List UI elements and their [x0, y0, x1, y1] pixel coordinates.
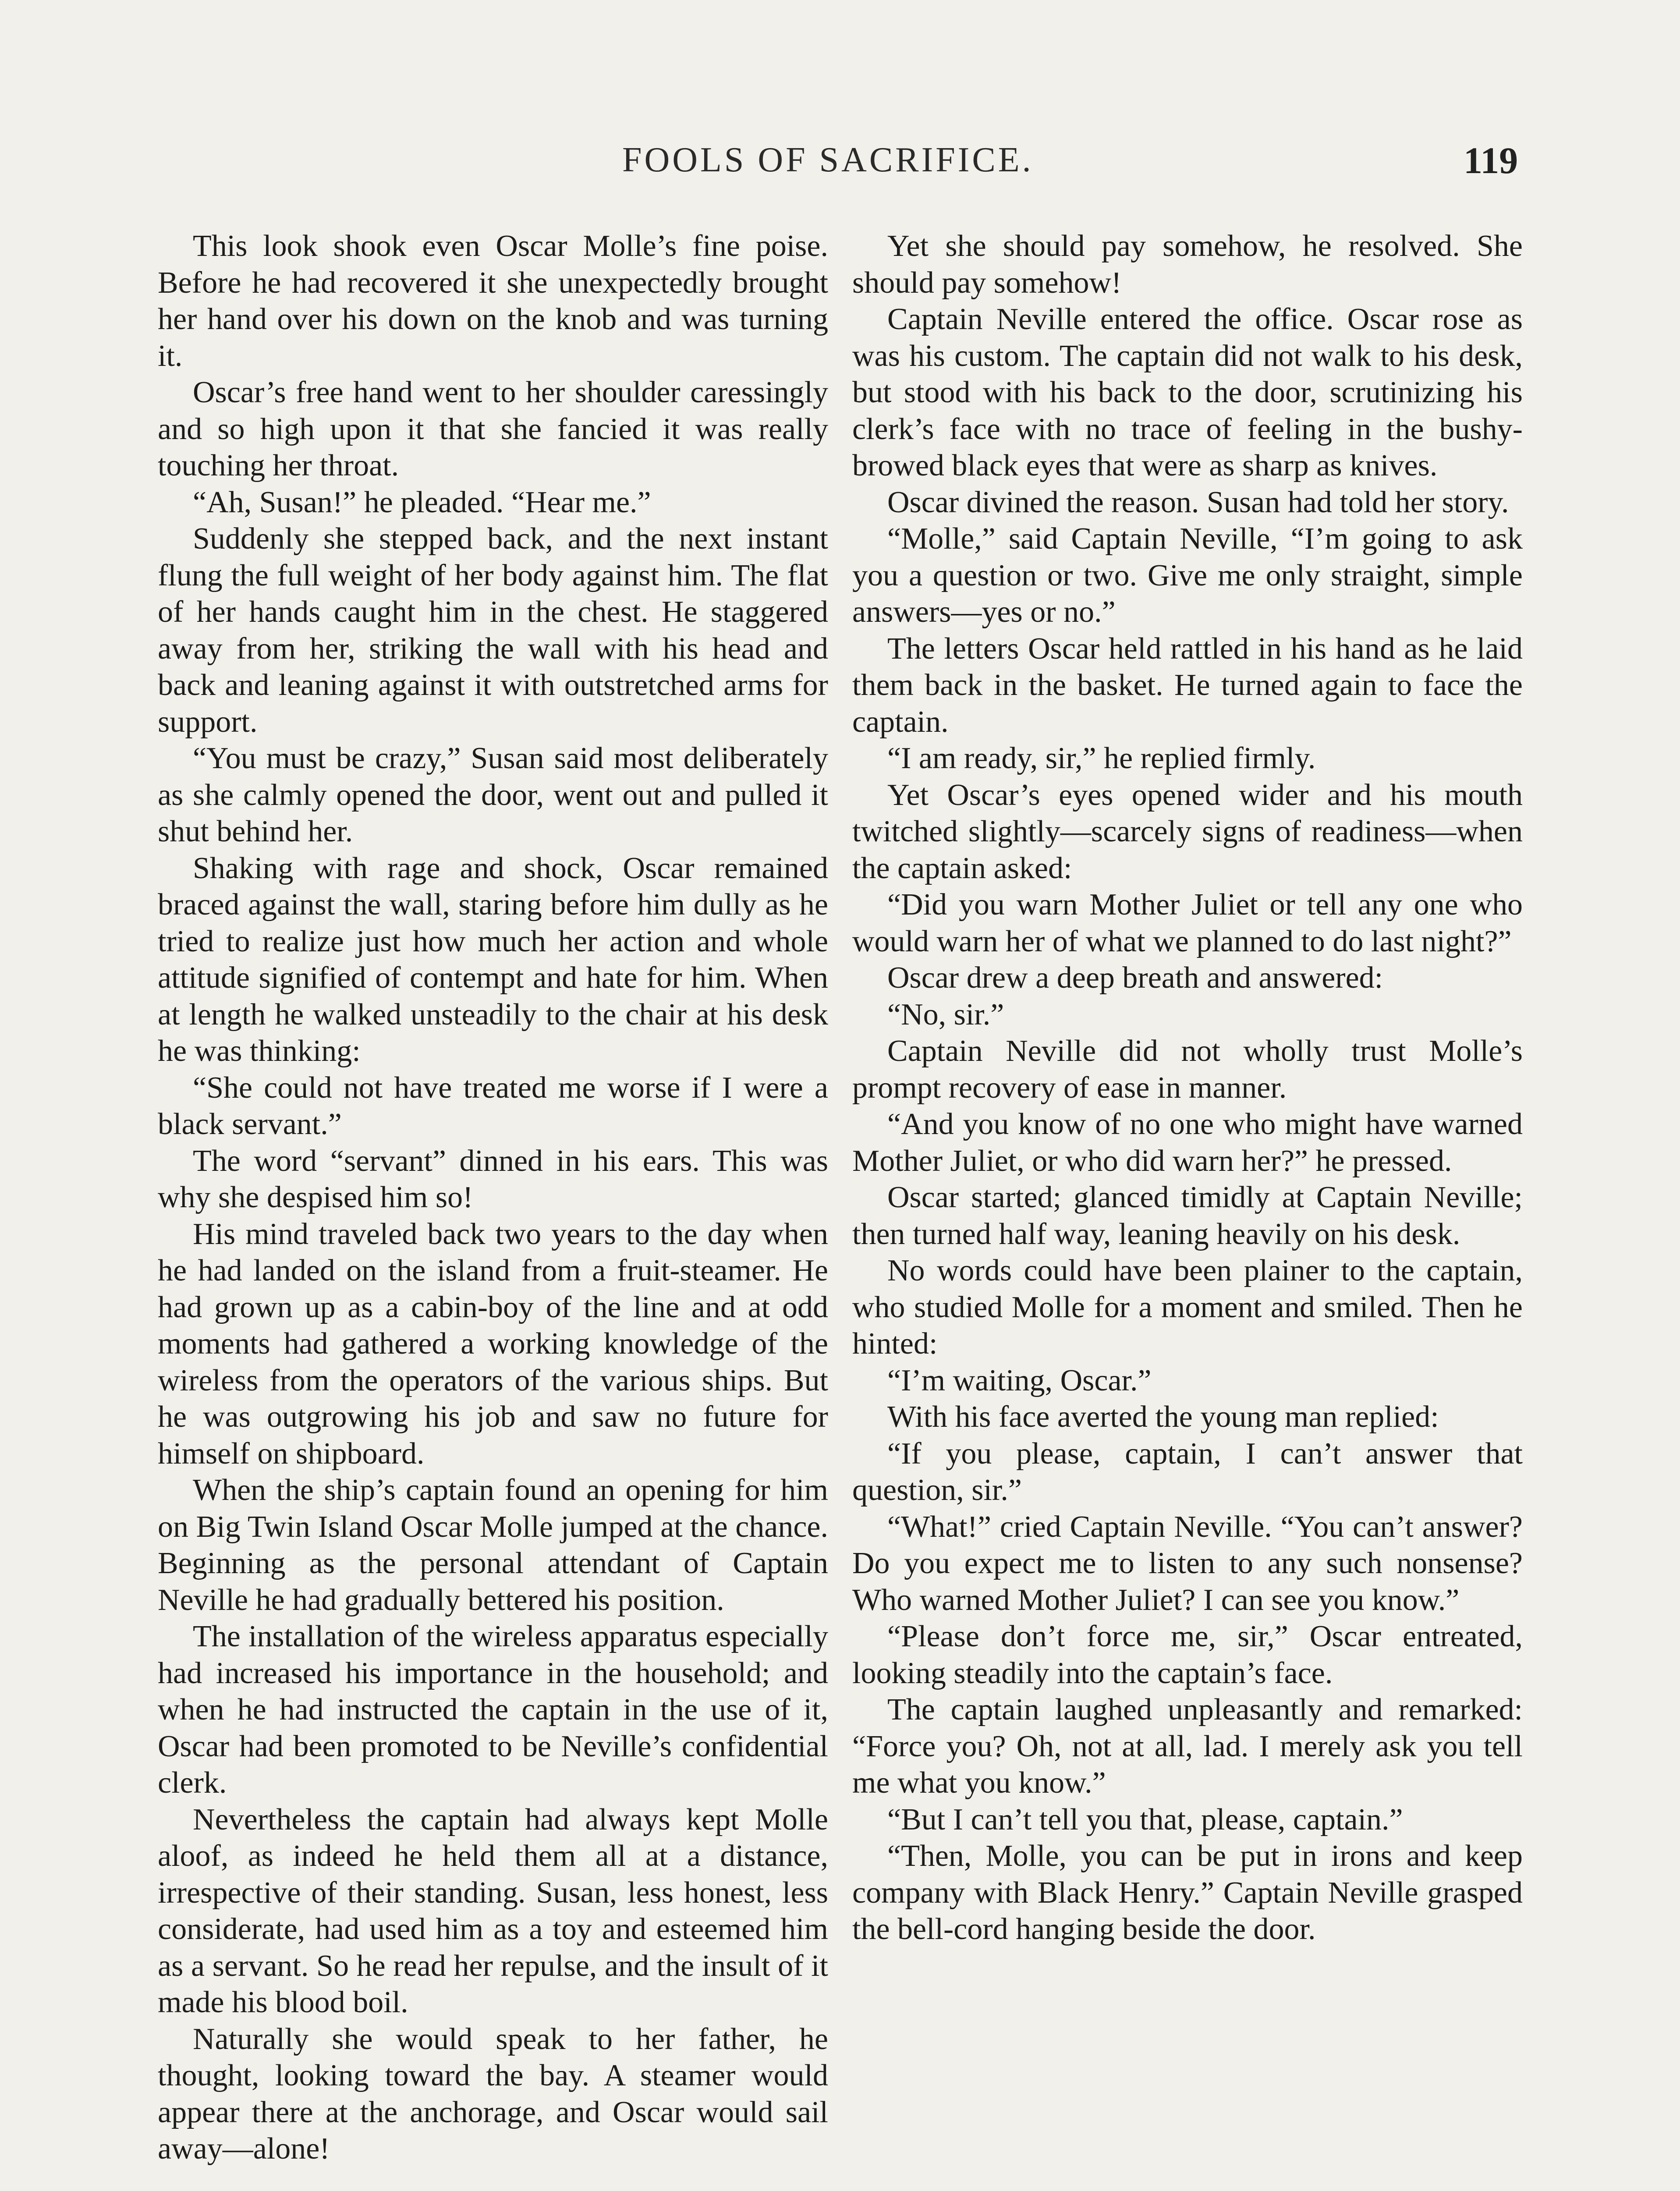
- paragraph: “No, sir.”: [887, 997, 1004, 1032]
- paragraph: Captain Neville entered the office. Oscar rose as was his custom. The captain did not walk to his desk, but stood with his back to the door, scrutinizing his clerk’s face with no trace of feeling in the bushy-browed black eyes that were as sharp as knives.: [852, 302, 1523, 482]
- paragraph: Nevertheless the captain had always kept Molle aloof, as indeed he held them all at a distance, irrespective of their standing. Susan, less honest, less considerate, had used him as a toy and esteemed him as a servant. So he read her repulse, and the insult of it made his blood boil.: [158, 1802, 828, 2019]
- paragraph: No words could have been plainer to the captain, who studied Molle for a moment and smiled. Then he hinted:: [852, 1254, 1523, 1361]
- paragraph: When the ship’s captain found an opening for him on Big Twin Island Oscar Molle jumped at the chance. Beginning as the personal attendant of Captain Neville he had gradually bettered his position.: [158, 1473, 828, 1617]
- paragraph: Naturally she would speak to her father, he thought, looking toward the bay. A steamer would appear there at the anchorage, and Oscar would sail away—alone!: [158, 2022, 828, 2166]
- paragraph: Oscar started; glanced timidly at Captain Neville; then turned half way, leaning heavily on his desk.: [852, 1181, 1523, 1251]
- paragraph: “And you know of no one who might have warned Mother Juliet, or who did warn her?” he pressed.: [852, 1107, 1523, 1178]
- left-column: [158, 228, 828, 2167]
- paragraph: Shaking with rage and shock, Oscar remained braced against the wall, staring before him dully as he tried to realize just how much her action and whole attitude signified of contempt and hate for him. When at length he walked unsteadily to the chair at his desk he was thinking:: [158, 851, 828, 1068]
- paragraph: “If you please, captain, I can’t answer that question, sir.”: [852, 1436, 1523, 1507]
- paragraph: The word “servant” dinned in his ears. This was why she despised him so!: [158, 1144, 828, 1214]
- running-title: FOOLS OF SACRIFICE.: [622, 141, 1034, 179]
- paragraph: Oscar’s free hand went to her shoulder caressingly and so high upon it that she fancied it was really touching her throat.: [158, 376, 828, 482]
- paragraph: “Please don’t force me, sir,” Oscar entreated, looking steadily into the captain’s face.: [852, 1620, 1523, 1690]
- paragraph: The letters Oscar held rattled in his hand as he laid them back in the basket. He turned again to face the captain.: [852, 631, 1523, 739]
- paragraph: Suddenly she stepped back, and the next instant flung the full weight of her body against him. The flat of her hands caught him in the chest. He staggered away from her, striking the wall with his head and back and leaning against it with outstretched arms for support.: [158, 522, 828, 739]
- paragraph: “But I can’t tell you that, please, captain.”: [887, 1802, 1403, 1836]
- paragraph: “What!” cried Captain Neville. “You can’t answer? Do you expect me to listen to any such nonsense? Who warned Mother Juliet? I can see you know.”: [852, 1510, 1523, 1617]
- paragraph: “She could not have treated me worse if I were a black servant.”: [158, 1071, 828, 1141]
- running-header: [0, 131, 1680, 193]
- paragraph: “Did you warn Mother Juliet or tell any one who would warn her of what we planned to do last night?”: [852, 888, 1523, 958]
- paragraph: “I am ready, sir,” he replied firmly.: [887, 741, 1316, 775]
- paragraph: “Molle,” said Captain Neville, “I’m going to ask you a question or two. Give me only straight, simple answers—yes or no.”: [852, 522, 1523, 629]
- paragraph: This look shook even Oscar Molle’s fine poise. Before he had recovered it she unexpectedly brought her hand over his down on the knob and was turning it.: [158, 229, 828, 373]
- paragraph: “You must be crazy,” Susan said most deliberately as she calmly opened the door, went out and pulled it shut behind her.: [158, 741, 828, 848]
- paragraph: “Then, Molle, you can be put in irons and keep company with Black Henry.” Captain Neville grasped the bell-cord hanging beside the door.: [852, 1839, 1523, 1946]
- page-number: 119: [1464, 139, 1518, 181]
- paragraph: “Ah, Susan!” he pleaded. “Hear me.”: [193, 485, 651, 519]
- paragraph: Oscar divined the reason. Susan had told her story.: [887, 485, 1509, 519]
- paragraph: The installation of the wireless apparatus especially had increased his importance in the household; and when he had instructed the captain in the use of it, Oscar had been promoted to be Neville’s confidential clerk.: [158, 1620, 828, 1800]
- paragraph: “I’m waiting, Oscar.”: [887, 1363, 1152, 1397]
- paragraph: With his face averted the young man replied:: [887, 1400, 1439, 1434]
- paragraph: Oscar drew a deep breath and answered:: [887, 961, 1383, 995]
- paragraph: The captain laughed unpleasantly and remarked: “Force you? Oh, not at all, lad. I merely ask you tell me what you know.”: [852, 1693, 1523, 1800]
- paragraph: His mind traveled back two years to the day when he had landed on the island from a fruit-steamer. He had grown up as a cabin-boy of the line and at odd moments had gathered a working knowledge of the wireless from the operators of the various ships. But he was outgrowing his job and saw no future for himself on shipboard.: [158, 1217, 828, 1471]
- paragraph: Captain Neville did not wholly trust Molle’s prompt recovery of ease in manner.: [852, 1034, 1523, 1105]
- right-column: [852, 228, 1523, 1948]
- paragraph: Yet she should pay somehow, he resolved. She should pay somehow!: [852, 229, 1523, 300]
- paragraph: Yet Oscar’s eyes opened wider and his mouth twitched slightly—scarcely signs of readiness—when the captain asked:: [852, 778, 1523, 885]
